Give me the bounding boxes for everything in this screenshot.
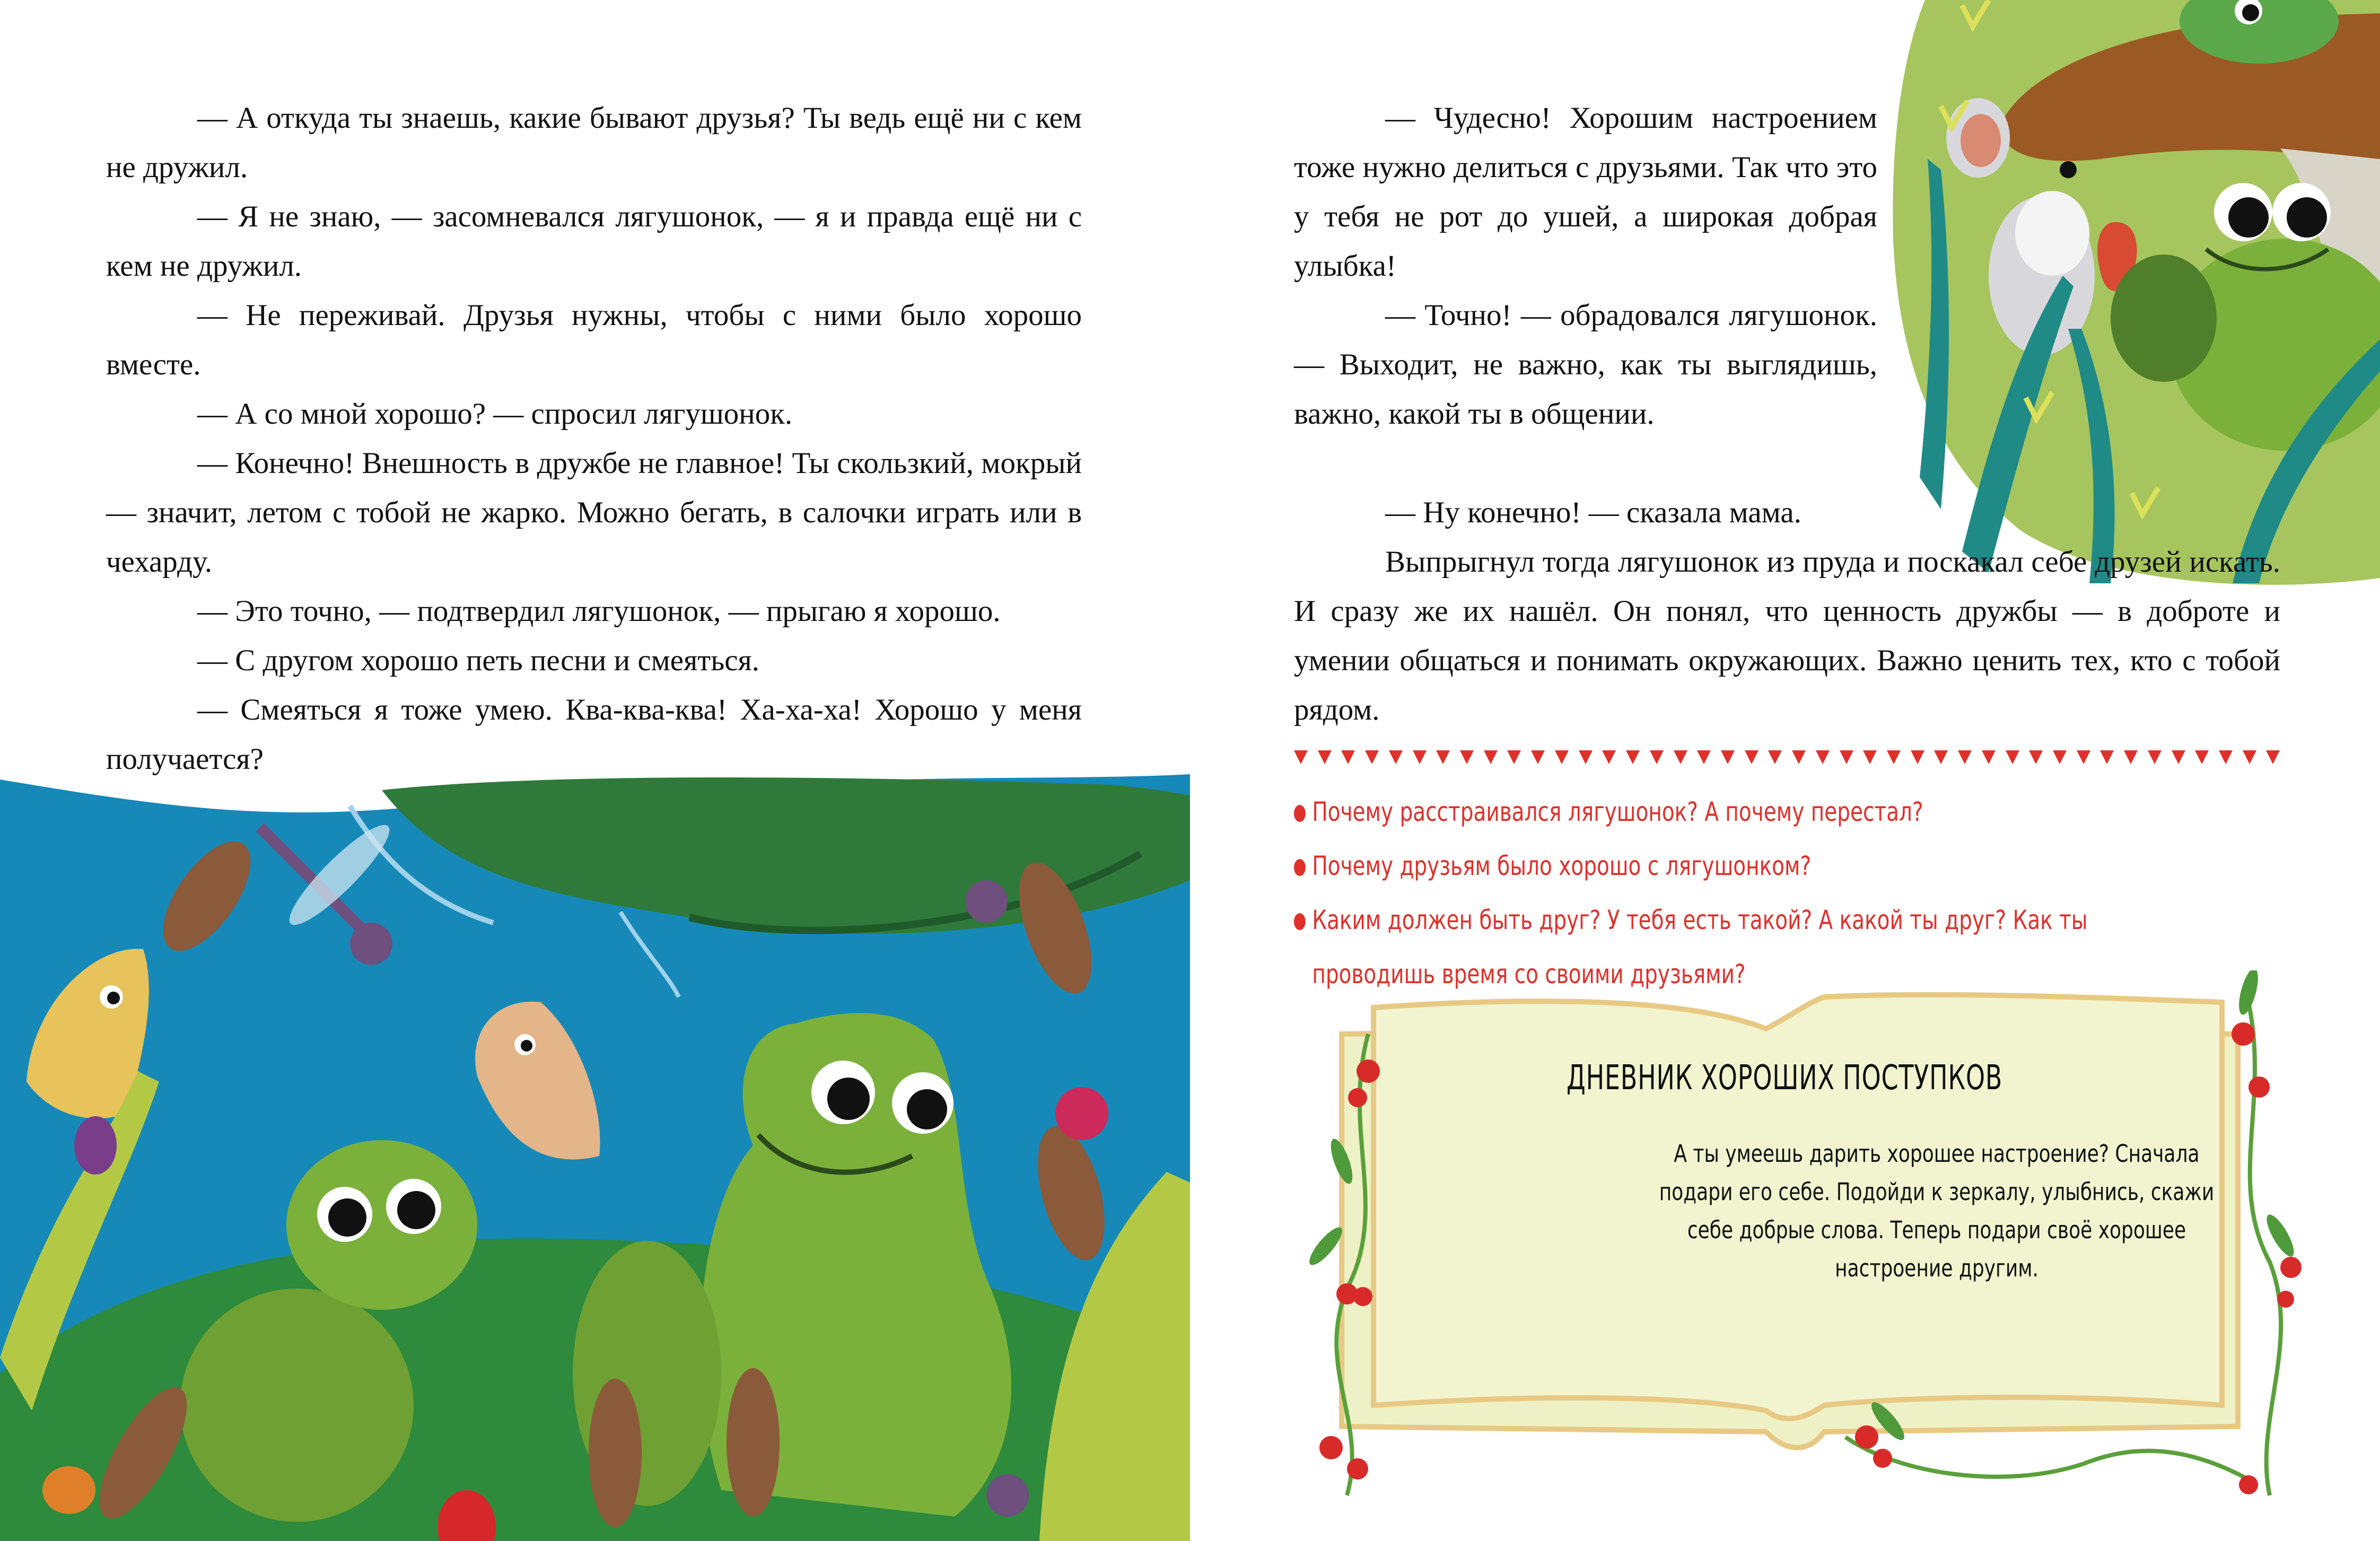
right-story-text-top (1294, 93, 1877, 439)
pond-illustration (0, 774, 1190, 1541)
paragraph: — А со мной хорошо? — спросил лягушонок. (197, 397, 793, 431)
paragraph: — А откуда ты знаешь, какие бывают друзья? Ты ведь ещё ни с кем не дружил. (106, 101, 1082, 184)
paragraph: — Конечно! Внешность в дружбе не главное! Ты скользкий, мокрый — значит, летом с тобой не жарко. Можно бегать, в салочки играть или в чехарду. (106, 446, 1082, 579)
question-item: Каким должен быть друг? У тебя есть такой? А какой ты друг? Как ты проводишь время со своими друзьями? (1294, 893, 2098, 1001)
paragraph: — Не переживай. Друзья нужны, чтобы с ними было хорошо вместе. (106, 299, 1082, 381)
diary-title: ДНЕВНИК ХОРОШИХ ПОСТУПКОВ (1566, 1058, 2003, 1098)
paragraph: — Ну конечно! — сказала мама. (1385, 496, 1801, 529)
paragraph: — Я не знаю, — засомневался лягушонок, — я и правда ещё ни с кем не дружил. (106, 200, 1082, 283)
question-item: Почему друзьям было хорошо с лягушонком? (1294, 839, 2204, 893)
discussion-questions (1294, 785, 2204, 1001)
paragraph: — Смеяться я тоже умею. Ква-ква-ква! Ха-ха-ха! Хорошо у меня получается? (106, 693, 1082, 776)
paragraph: — Чудесно! Хорошим настроением тоже нужно делиться с друзьями. Так что это у тебя не рот до ушей, а широкая добрая улыбка! (1294, 101, 1877, 283)
paragraph: — Точно! — обрадовался лягушонок. — Выходит, не важно, как ты выглядишь, важно, какой ты в общении. (1294, 299, 1877, 431)
question-item: Почему расстраивался лягушонок? А почему перестал? (1294, 785, 2204, 839)
good-deeds-diary-box (1262, 970, 2307, 1501)
paragraph: Выпрыгнул тогда лягушонок из пруда и поскакал себе друзей искать. И сразу же их нашёл. Он понял, что ценность дружбы — в доброте и умении общаться и понимать окружающих. Важно ценить тех, кто с тобой рядом. (1294, 545, 2280, 726)
hearts-garland-divider (1294, 750, 2280, 772)
paragraph: — Это точно, — подтвердил лягушонок, — прыгаю я хорошо. (197, 594, 1001, 628)
paragraph: — С другом хорошо петь песни и смеяться. (197, 644, 759, 677)
diary-text: А ты умеешь дарить хорошее настроение? Сначала подари его себе. Подойди к зеркалу, улыбнись, скажи себе добрые слова. Теперь подари своё хорошее настроение другим. (1659, 1140, 2215, 1282)
left-story-text (106, 93, 1082, 784)
right-story-text-bottom (1294, 488, 2280, 734)
